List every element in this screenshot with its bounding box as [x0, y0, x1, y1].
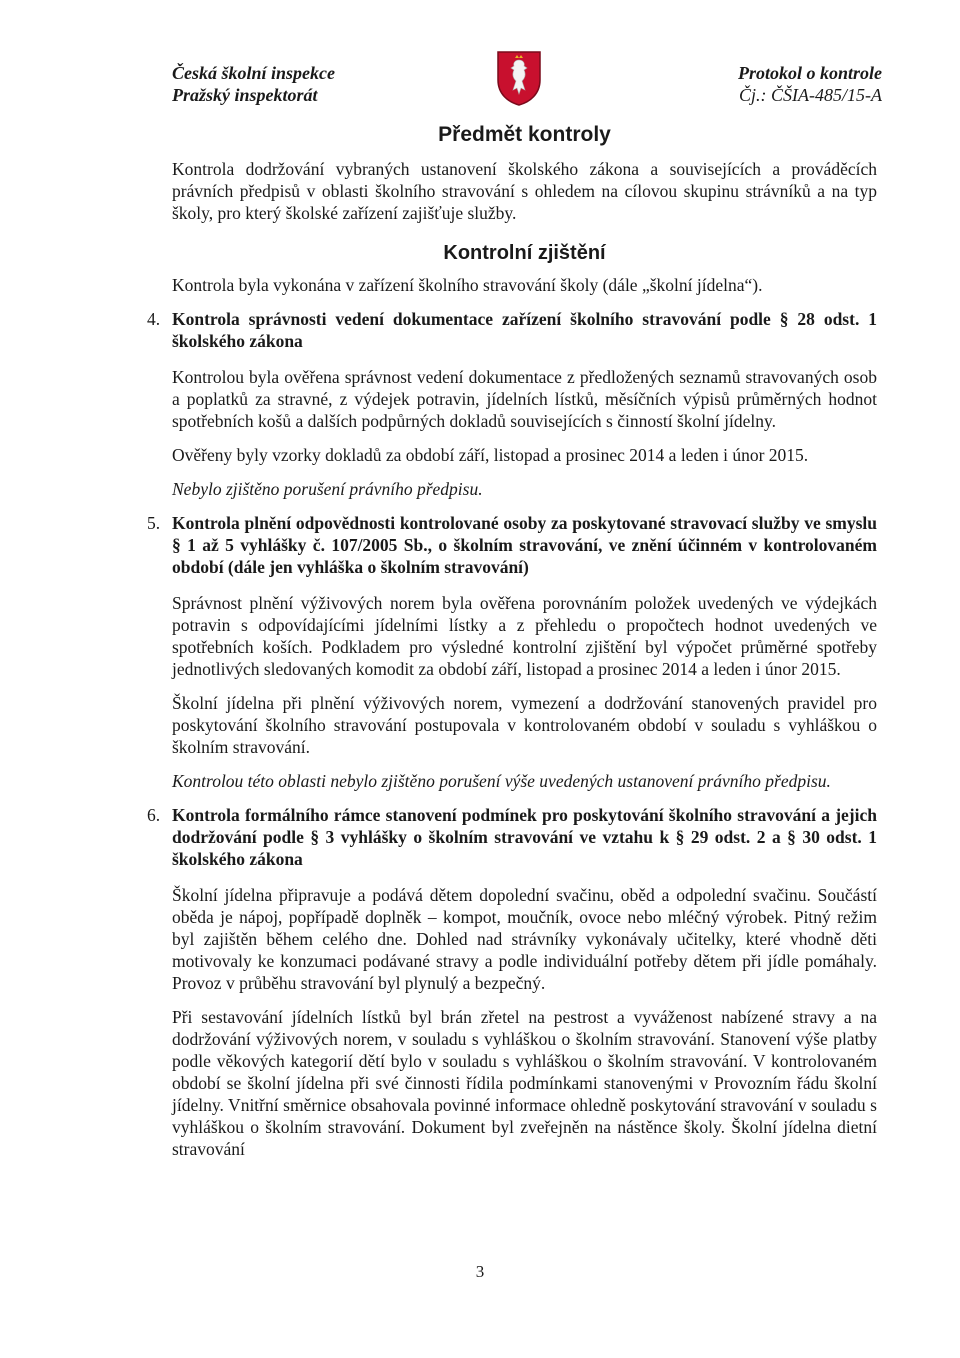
section-5-heading [147, 512, 877, 578]
section-4-paragraph-2: Ověřeny byly vzorky dokladů za období září, listopad a prosinec 2014 a leden i únor 2015. [172, 445, 809, 465]
section-5-conclusion: Kontrolou této oblasti nebylo zjištěno porušení výše uvedených ustanovení právního předpisu. [172, 771, 831, 791]
header-organization [172, 62, 335, 106]
czech-coat-of-arms-icon [496, 50, 542, 106]
section-6-paragraph-2: Při sestavování jídelních lístků byl brán zřetel na pestrost a vyváženost nabízené stravy a na dodržování výživových norem, v souladu s vyhláškou o školním stravování. Stanovení výše platby podle věkových kategorií dětí bylo v souladu s vyhláškou o školním stravování. V kontrolovaném období se školní jídelna při své činnosti řídila podmínkami stanovenými v Provozním řádu školní jídelny. Vnitřní směrnice obsahovala povinné informace ohledně poskytování stravování v souladu s vyhláškou o školním stravování. Dokument byl zveřejněn na nástěnce školy. Školní jídelna dietní stravování [172, 1007, 877, 1159]
header-reference-number: Čj.: ČŠIA-485/15-A [739, 85, 882, 105]
header-document-info [738, 62, 882, 106]
section-title-subject: Předmět kontroly [438, 123, 611, 146]
section-4-number: 4. [147, 309, 161, 329]
section-4-paragraph-1: Kontrolou byla ověřena správnost vedení dokumentace z předložených seznamů stravovaných osob a poplatků za stravné, z výdejek potravin, jídelních lístků, měsíčních výpisů průměrných hodnot spotřebních košů a dalších podpůrných dokladů souvisejících s činností školní jídelny. [172, 367, 877, 431]
section-4-heading-text: Kontrola správnosti vedení dokumentace zařízení školního stravování podle § 28 odst. 1 školského zákona [172, 309, 877, 351]
section-5-number: 5. [147, 513, 161, 533]
section-4-heading [147, 308, 877, 352]
findings-intro-paragraph: Kontrola byla vykonána v zařízení školního stravování školy (dále „školní jídelna“). [172, 275, 763, 295]
header-org-unit: Pražský inspektorát [172, 85, 318, 105]
section-title-findings: Kontrolní zjištění [443, 242, 606, 264]
section-6-number: 6. [147, 805, 161, 825]
intro-paragraph: Kontrola dodržování vybraných ustanovení školského zákona a souvisejících a prováděcích právních předpisů v oblasti školního stravování s ohledem na cílovou skupinu strávníků a na typ školy, pro který školské zařízení zajišťuje služby. [172, 159, 877, 223]
section-5-paragraph-2: Školní jídelna při plnění výživových norem, vymezení a dodržování stanovených pravidel pro poskytování školního stravování postupovala v kontrolovaném období v souladu s vyhláškou o školním stravování. [172, 693, 877, 757]
section-6-paragraph-1: Školní jídelna připravuje a podává dětem dopolední svačinu, oběd a odpolední svačinu. Součástí oběda je nápoj, popřípadě doplněk – kompot, moučník, ovoce nebo mléčný výrobek. Pitný režim byl zajištěn během celého dne. Dohled nad strávníky vykonávaly učitelky, které vhodně děti motivovaly ke konzumaci podávané stravy a podle individuální potřeby dětem při jídle pomáhaly. Provoz v průběhu stravování byl plynulý a bezpečný. [172, 885, 877, 993]
section-4-conclusion: Nebylo zjištěno porušení právního předpisu. [172, 479, 483, 499]
section-6-heading [147, 804, 877, 870]
section-5-heading-text: Kontrola plnění odpovědnosti kontrolované osoby za poskytované stravovací služby ve smyslu § 1 až 5 vyhlášky č. 107/2005 Sb., o školním stravování, ve znění účinném v kontrolovaném období (dále jen vyhláška o školním stravování) [172, 513, 877, 577]
page-number: 3 [475, 1262, 485, 1281]
header-org-name: Česká školní inspekce [172, 63, 336, 83]
header-document-type: Protokol o kontrole [737, 63, 882, 83]
section-5-paragraph-1: Správnost plnění výživových norem byla ověřena porovnáním položek uvedených ve výdejkách potravin s odpovídajícími jídelními lístky a z přehledu o propočtech hodnot uvedených ve spotřebních koších. Podkladem pro výsledné kontrolní zjištění byl výpočet průměrné spotřeby jednotlivých sledovaných komodit za období září, listopad a prosinec 2014 a leden i únor 2015. [172, 593, 877, 679]
section-6-heading-text: Kontrola formálního rámce stanovení podmínek pro poskytování školního stravování a jejich dodržování podle § 3 vyhlášky o školním stravování ve vztahu k § 29 odst. 2 a § 30 odst. 1 školského zákona [172, 805, 877, 869]
document-body [147, 120, 877, 1172]
